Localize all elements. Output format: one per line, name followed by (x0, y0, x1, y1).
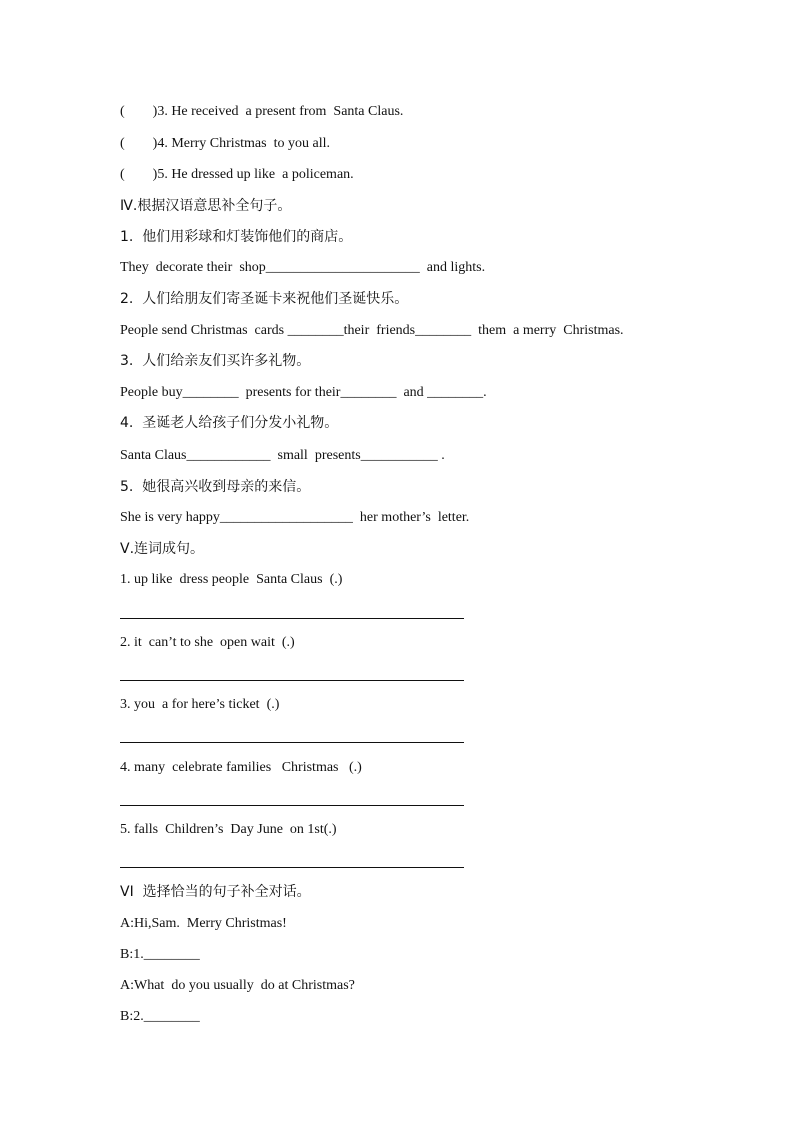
answer-line-3 (120, 742, 464, 743)
section4-item-5-english: She is very happy___________________ her mother’s letter. (120, 510, 470, 525)
section4-item-4-english: Santa Claus____________ small presents___________ . (120, 448, 445, 463)
dialogue-line-1: A:Hi,Sam. Merry Christmas! (120, 916, 287, 931)
section5-item-5: 5. falls Children’s Day June on 1st(.) (120, 822, 337, 837)
judgement-item-4: ( )4. Merry Christmas to you all. (120, 136, 330, 151)
section5-item-3: 3. you a for here’s ticket (.) (120, 697, 280, 712)
section4-item-1-english: They decorate their shop______________________ and lights. (120, 260, 486, 275)
judgement-item-5: ( )5. He dressed up like a policeman. (120, 167, 354, 182)
section4-item-2-english: People send Christmas cards ________their friends________ them a merry Christmas. (120, 323, 624, 338)
section6-heading: VI 选择恰当的句子补全对话。 (120, 884, 311, 900)
answer-line-5 (120, 867, 464, 868)
section4-heading: Ⅳ.根据汉语意思补全句子。 (120, 198, 292, 214)
answer-line-4 (120, 805, 464, 806)
section5-item-4: 4. many celebrate families Christmas (.) (120, 760, 362, 775)
dialogue-line-2: B:1.________ (120, 947, 200, 962)
section4-item-3-chinese: 3. 人们给亲友们买许多礼物。 (120, 353, 311, 369)
dialogue-line-3: A:What do you usually do at Christmas? (120, 978, 355, 993)
section4-item-5-chinese: 5. 她很高兴收到母亲的来信。 (120, 479, 311, 495)
section4-item-3-english: People buy________ presents for their________ and ________. (120, 385, 487, 400)
dialogue-line-4: B:2.________ (120, 1009, 200, 1024)
section5-heading: Ⅴ.连词成句。 (120, 541, 205, 557)
judgement-item-3: ( )3. He received a present from Santa Claus. (120, 104, 404, 119)
section4-item-4-chinese: 4. 圣诞老人给孩子们分发小礼物。 (120, 415, 339, 431)
section4-item-1-chinese: 1. 他们用彩球和灯装饰他们的商店。 (120, 229, 353, 245)
answer-line-1 (120, 618, 464, 619)
section5-item-2: 2. it can’t to she open wait (.) (120, 635, 295, 650)
answer-line-2 (120, 680, 464, 681)
section4-item-2-chinese: 2. 人们给朋友们寄圣诞卡来祝他们圣诞快乐。 (120, 291, 409, 307)
section5-item-1: 1. up like dress people Santa Claus (.) (120, 572, 343, 587)
